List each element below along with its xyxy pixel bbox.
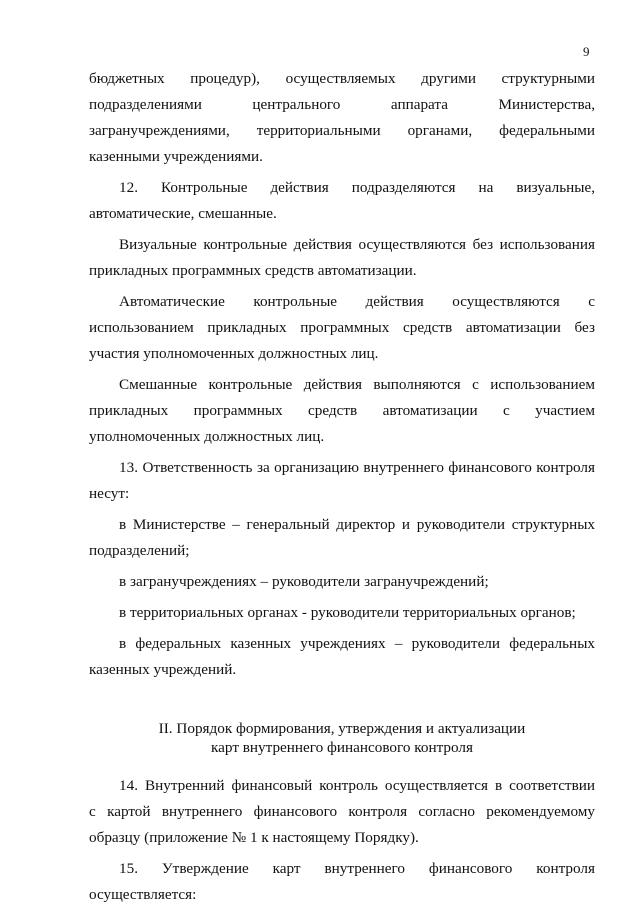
paragraph-13 [89, 455, 595, 507]
paragraph-continuation [89, 66, 595, 170]
text-line: в федеральных казенных учреждениях – руководители федеральных [119, 635, 595, 652]
text-line: бюджетных процедур), осуществляемых другими структурными [89, 70, 595, 87]
text-line: прикладных программных средств автоматизации. [89, 262, 417, 279]
text-line: Автоматические контрольные действия осуществляются с [119, 293, 595, 310]
text-line: уполномоченных должностных лиц. [89, 428, 325, 445]
text-line: в Министерстве – генеральный директор и руководители структурных [119, 516, 595, 533]
paragraph-14 [89, 773, 595, 851]
paragraph-foreign-institutions [89, 569, 595, 595]
text-line: участия уполномоченных должностных лиц. [89, 345, 379, 362]
text-line: 15. Утверждение карт внутреннего финансового контроля [119, 860, 595, 877]
paragraph-12 [89, 175, 595, 227]
document-body [89, 66, 595, 908]
paragraph-15 [89, 856, 595, 908]
paragraph-visual-actions [89, 232, 595, 284]
text-line: Смешанные контрольные действия выполняются с использованием [119, 376, 595, 393]
text-line: в загранучреждениях – руководители загранучреждений; [119, 573, 489, 590]
paragraph-mixed-actions [89, 372, 595, 450]
text-line: загранучреждениями, территориальными органами, федеральными [89, 122, 595, 139]
text-line: 12. Контрольные действия подразделяются на визуальные, [119, 179, 595, 196]
paragraph-ministry [89, 512, 595, 564]
section-heading-line: карт внутреннего финансового контроля [211, 739, 473, 756]
section-heading [89, 719, 595, 757]
text-line: в территориальных органах - руководители территориальных органов; [119, 604, 576, 621]
section-heading-line: II. Порядок формирования, утверждения и актуализации [158, 720, 526, 737]
text-line: с картой внутреннего финансового контроля согласно рекомендуемому [89, 803, 595, 820]
paragraph-automatic-actions [89, 289, 595, 367]
text-line: автоматические, смешанные. [89, 205, 277, 222]
paragraph-territorial-bodies [89, 600, 595, 626]
text-line: 13. Ответственность за организацию внутреннего финансового контроля [119, 459, 595, 476]
text-line: казенными учреждениями. [89, 148, 263, 165]
text-line: 14. Внутренний финансовый контроль осуществляется в соответствии [119, 777, 595, 794]
text-line: осуществляется: [89, 886, 197, 903]
page-number: 9 [583, 44, 590, 59]
text-line: подразделениями центрального аппарата Министерства, [89, 96, 595, 113]
text-line: казенных учреждений. [89, 661, 237, 678]
text-line: прикладных программных средств автоматизации с участием [89, 402, 595, 419]
text-line: использованием прикладных программных средств автоматизации без [89, 319, 595, 336]
text-line: подразделений; [89, 542, 190, 559]
text-line: образцу (приложение № 1 к настоящему Порядку). [89, 829, 419, 846]
text-line: Визуальные контрольные действия осуществляются без использования [119, 236, 595, 253]
paragraph-federal-institutions [89, 631, 595, 683]
text-line: несут: [89, 485, 130, 502]
